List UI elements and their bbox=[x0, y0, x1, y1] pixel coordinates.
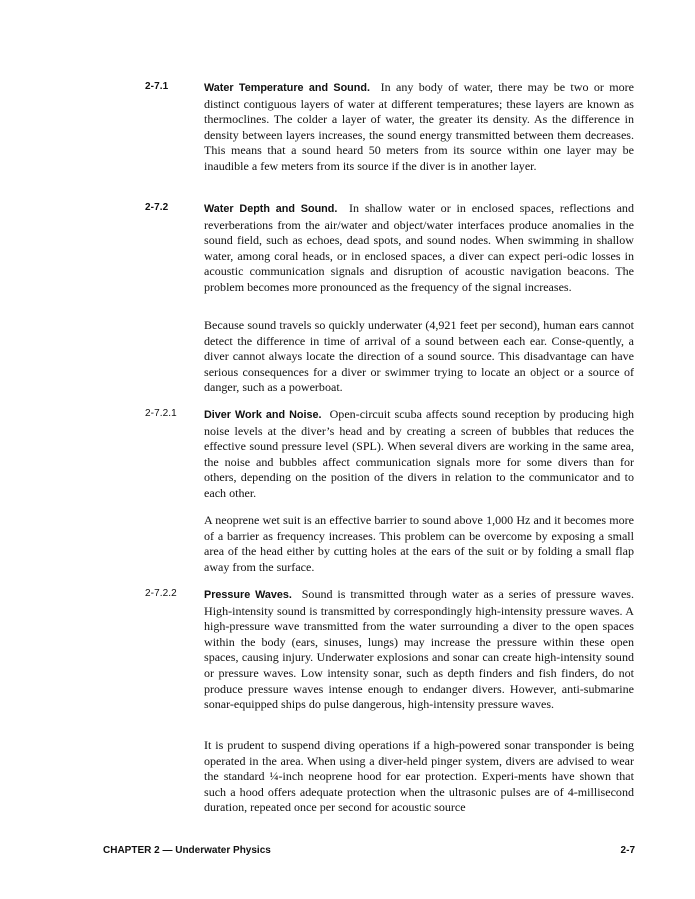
section-number: 2-7.1 bbox=[145, 81, 169, 92]
paragraph bbox=[204, 201, 634, 296]
section-body bbox=[204, 587, 634, 713]
section-body bbox=[204, 80, 634, 175]
paragraph-text: It is prudent to suspend diving operations if a high-powered sonar transponder is being operated in the area. When using a diver-held pinger system, divers are advised to wear the standard ¼-inch neoprene hood for ear protection. Experi-ments have shown that such a hood offers adequate protection when the ultrasonic pulses are of 4-millisecond duration, repeated once per second for acoustic source bbox=[204, 738, 634, 815]
section-heading: Water Depth and Sound. bbox=[204, 203, 338, 215]
section-body bbox=[204, 407, 634, 502]
paragraph bbox=[204, 318, 634, 396]
paragraph-text: Because sound travels so quickly underwater (4,921 feet per second), human ears cannot detect the difference in time of arrival of a sound between each ear. Conse-quently, a diver cannot always locate the direction of a sound source. This disadvantage can have serious consequences for a diver or swimmer trying to locate an object or a source of danger, such as a powerboat. bbox=[204, 318, 634, 395]
section-heading: Pressure Waves. bbox=[204, 589, 292, 601]
section-number: 2-7.2.2 bbox=[145, 588, 177, 599]
paragraph-text: In any body of water, there may be two or more distinct contiguous layers of water at different temperatures; these layers are known as thermoclines. The colder a layer of water, the greater its density. As the difference in density between layers increases, the sound energy transmitted between them decreases. This means that a sound heard 50 meters from its source within one layer may be inaudible a few meters from its source if the diver is in another layer. bbox=[204, 80, 634, 173]
section-number: 2-7.2 bbox=[145, 202, 169, 213]
paragraph bbox=[204, 738, 634, 816]
section-heading: Water Temperature and Sound. bbox=[204, 82, 370, 94]
paragraph-text: Open-circuit scuba affects sound reception by producing high noise levels at the diver’s head and by creating a screen of bubbles that reduces the effective sound pressure level (SPL). When several divers are working in the same area, the noise and bubbles affect communication signals more for some divers than for others, depending on the position of the divers in relation to the communicator and to each other. bbox=[204, 407, 634, 500]
section-body-2 bbox=[204, 318, 634, 396]
section-heading: Diver Work and Noise. bbox=[204, 409, 322, 421]
section-number: 2-7.2.1 bbox=[145, 408, 177, 419]
paragraph-text: In shallow water or in enclosed spaces, reflections and reverberations from the air/water and object/water interfaces produce anomalies in the sound field, such as echoes, dead spots, and sound nodes. When swimming in shallow water, among coral heads, or in enclosed spaces, a diver can expect peri-odic losses in acoustic communication signals and disruption of acoustic navigation beacons. The problem becomes more pronounced as the frequency of the signal increases. bbox=[204, 201, 634, 294]
paragraph bbox=[204, 407, 634, 502]
footer-chapter: CHAPTER 2 — Underwater Physics bbox=[103, 845, 271, 856]
paragraph bbox=[204, 587, 634, 713]
paragraph-text: Sound is transmitted through water as a series of pressure waves. High-intensity sound is transmitted by correspondingly high-intensity pressure waves. A high-pressure wave transmitted from the water surrounding a diver to the open spaces within the body (ears, sinuses, lungs) may increase the pressure within these open spaces, causing injury. Underwater explosions and sonar can create high-intensity sound or pressure waves. Low intensity sonar, such as depth finders and fish finders, do not produce pressure waves intense enough to endanger divers. However, anti-submarine sonar-equipped ships do pulse dangerous, high-intensity pressure waves. bbox=[204, 587, 635, 712]
section-body-2 bbox=[204, 738, 634, 816]
paragraph bbox=[204, 513, 634, 575]
paragraph-text: A neoprene wet suit is an effective barrier to sound above 1,000 Hz and it becomes more of a barrier as frequency increases. This problem can be overcome by exposing a small area of the head either by cutting holes at the ears of the suit or by folding a small flap away from the surface. bbox=[204, 513, 634, 574]
footer-page-number: 2-7 bbox=[620, 845, 635, 856]
section-body-2 bbox=[204, 513, 634, 575]
section-body bbox=[204, 201, 634, 296]
paragraph bbox=[204, 80, 634, 175]
